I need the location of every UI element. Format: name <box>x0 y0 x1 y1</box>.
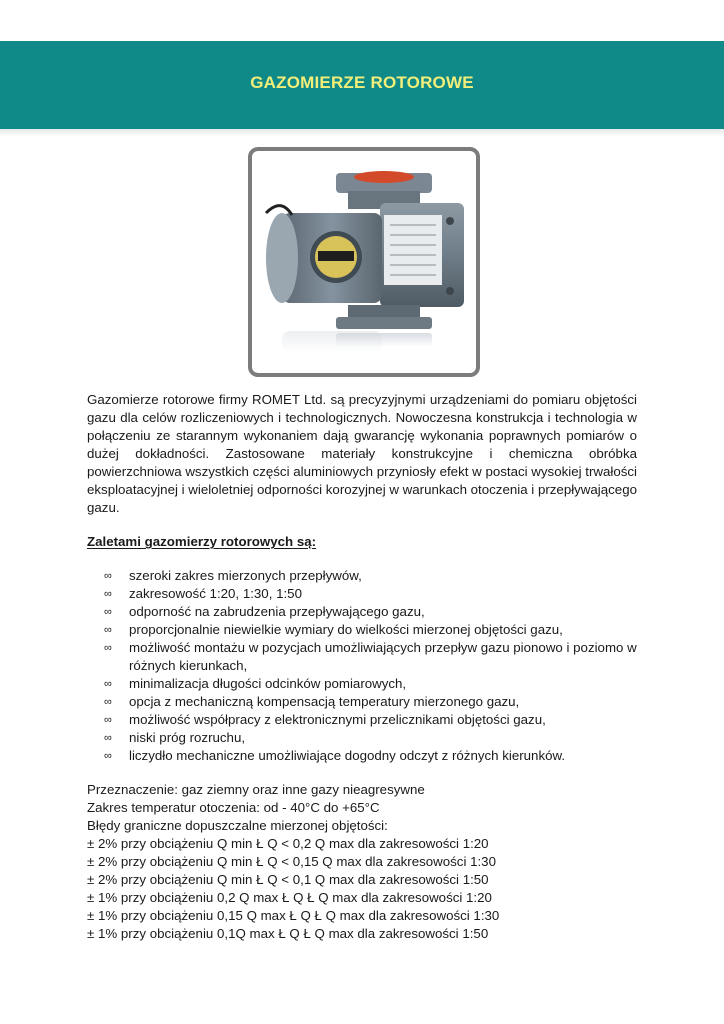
spec-temperature: Zakres temperatur otoczenia: od - 40°C do +65°C <box>87 800 380 815</box>
list-item: ∞ szeroki zakres mierzonych przepływów, <box>104 568 362 583</box>
infinity-bullet-icon: ∞ <box>104 750 112 762</box>
list-item: ∞ odporność na zabrudzenia przepływającego gazu, <box>104 604 425 619</box>
infinity-bullet-icon: ∞ <box>104 624 112 636</box>
header-banner <box>0 41 724 129</box>
banner-shadow <box>0 129 724 137</box>
spec-error-line: ± 1% przy obciążeniu 0,15 Q max Ł Q Ł Q max dla zakresowości 1:30 <box>87 908 500 923</box>
infinity-bullet-icon: ∞ <box>104 588 112 600</box>
spec-error-line: ± 1% przy obciążeniu 0,1Q max Ł Q Ł Q max dla zakresowości 1:50 <box>87 926 489 941</box>
advantages-heading <box>87 533 316 551</box>
specifications <box>87 781 637 943</box>
spec-purpose: Przeznaczenie: gaz ziemny oraz inne gazy nieagresywne <box>87 782 425 797</box>
list-item: ∞ liczydło mechaniczne umożliwiające dogodny odczyt z różnych kierunków. <box>104 748 566 763</box>
infinity-bullet-icon: ∞ <box>104 732 112 744</box>
content <box>87 391 637 943</box>
infinity-bullet-icon: ∞ <box>104 570 112 582</box>
list-item: ∞ opcja z mechaniczną kompensacją temperatury mierzonego gazu, <box>104 694 520 709</box>
product-photo <box>248 147 480 377</box>
infinity-bullet-icon: ∞ <box>104 696 112 708</box>
list-item: ∞ możliwość montażu w pozycjach umożliwiających przepływ gazu pionowo i poziomo w różnych kierunkach, <box>104 640 637 673</box>
spec-errors-heading: Błędy graniczne dopuszczalne mierzonej objętości: <box>87 818 388 833</box>
list-item: ∞ niski próg rozruchu, <box>104 730 246 745</box>
infinity-bullet-icon: ∞ <box>104 714 112 726</box>
advantages-list <box>87 567 637 765</box>
spec-error-line: ± 1% przy obciążeniu 0,2 Q max Ł Q Ł Q max dla zakresowości 1:20 <box>87 890 492 905</box>
rotary-gas-meter-icon <box>252 151 476 373</box>
advantages-heading-text: Zaletami gazomierzy rotorowych są: <box>87 534 317 549</box>
spec-error-line: ± 2% przy obciążeniu Q min Ł Q < 0,2 Q max dla zakresowości 1:20 <box>87 836 489 851</box>
spec-error-line: ± 2% przy obciążeniu Q min Ł Q < 0,1 Q max dla zakresowości 1:50 <box>87 872 489 887</box>
infinity-bullet-icon: ∞ <box>104 606 112 618</box>
list-item: ∞ zakresowość 1:20, 1:30, 1:50 <box>104 586 302 601</box>
infinity-bullet-icon: ∞ <box>104 642 112 654</box>
list-item: ∞ możliwość współpracy z elektronicznymi przelicznikami objętości gazu, <box>104 712 546 727</box>
list-item: ∞ proporcjonalnie niewielkie wymiary do wielkości mierzonej objętości gazu, <box>104 622 563 637</box>
page-title: GAZOMIERZE ROTOROWE <box>250 73 474 92</box>
intro-paragraph: Gazomierze rotorowe firmy ROMET Ltd. są precyzyjnymi urządzeniami do pomiaru objętości gazu dla celów rozliczeniowych i technologicznych. Nowoczesna konstrukcja i technologia w połączeniu ze starannym wykonaniem dają gwarancję wykonania poprawnych pomiarów o dużej dokładności. Zastosowane materiały konstrukcyjne i chemiczna obróbka powierzchniowa wszystkich części aluminiowych przyniosły efekt w postaci wysokiej trwałości eksploatacyjnej i wieloletniej odporności korozyjnej w warunkach otoczenia i przepływającego gazu. <box>87 392 637 515</box>
list-item: ∞ minimalizacja długości odcinków pomiarowych, <box>104 676 407 691</box>
spec-error-line: ± 2% przy obciążeniu Q min Ł Q < 0,15 Q max dla zakresowości 1:30 <box>87 854 496 869</box>
infinity-bullet-icon: ∞ <box>104 678 112 690</box>
